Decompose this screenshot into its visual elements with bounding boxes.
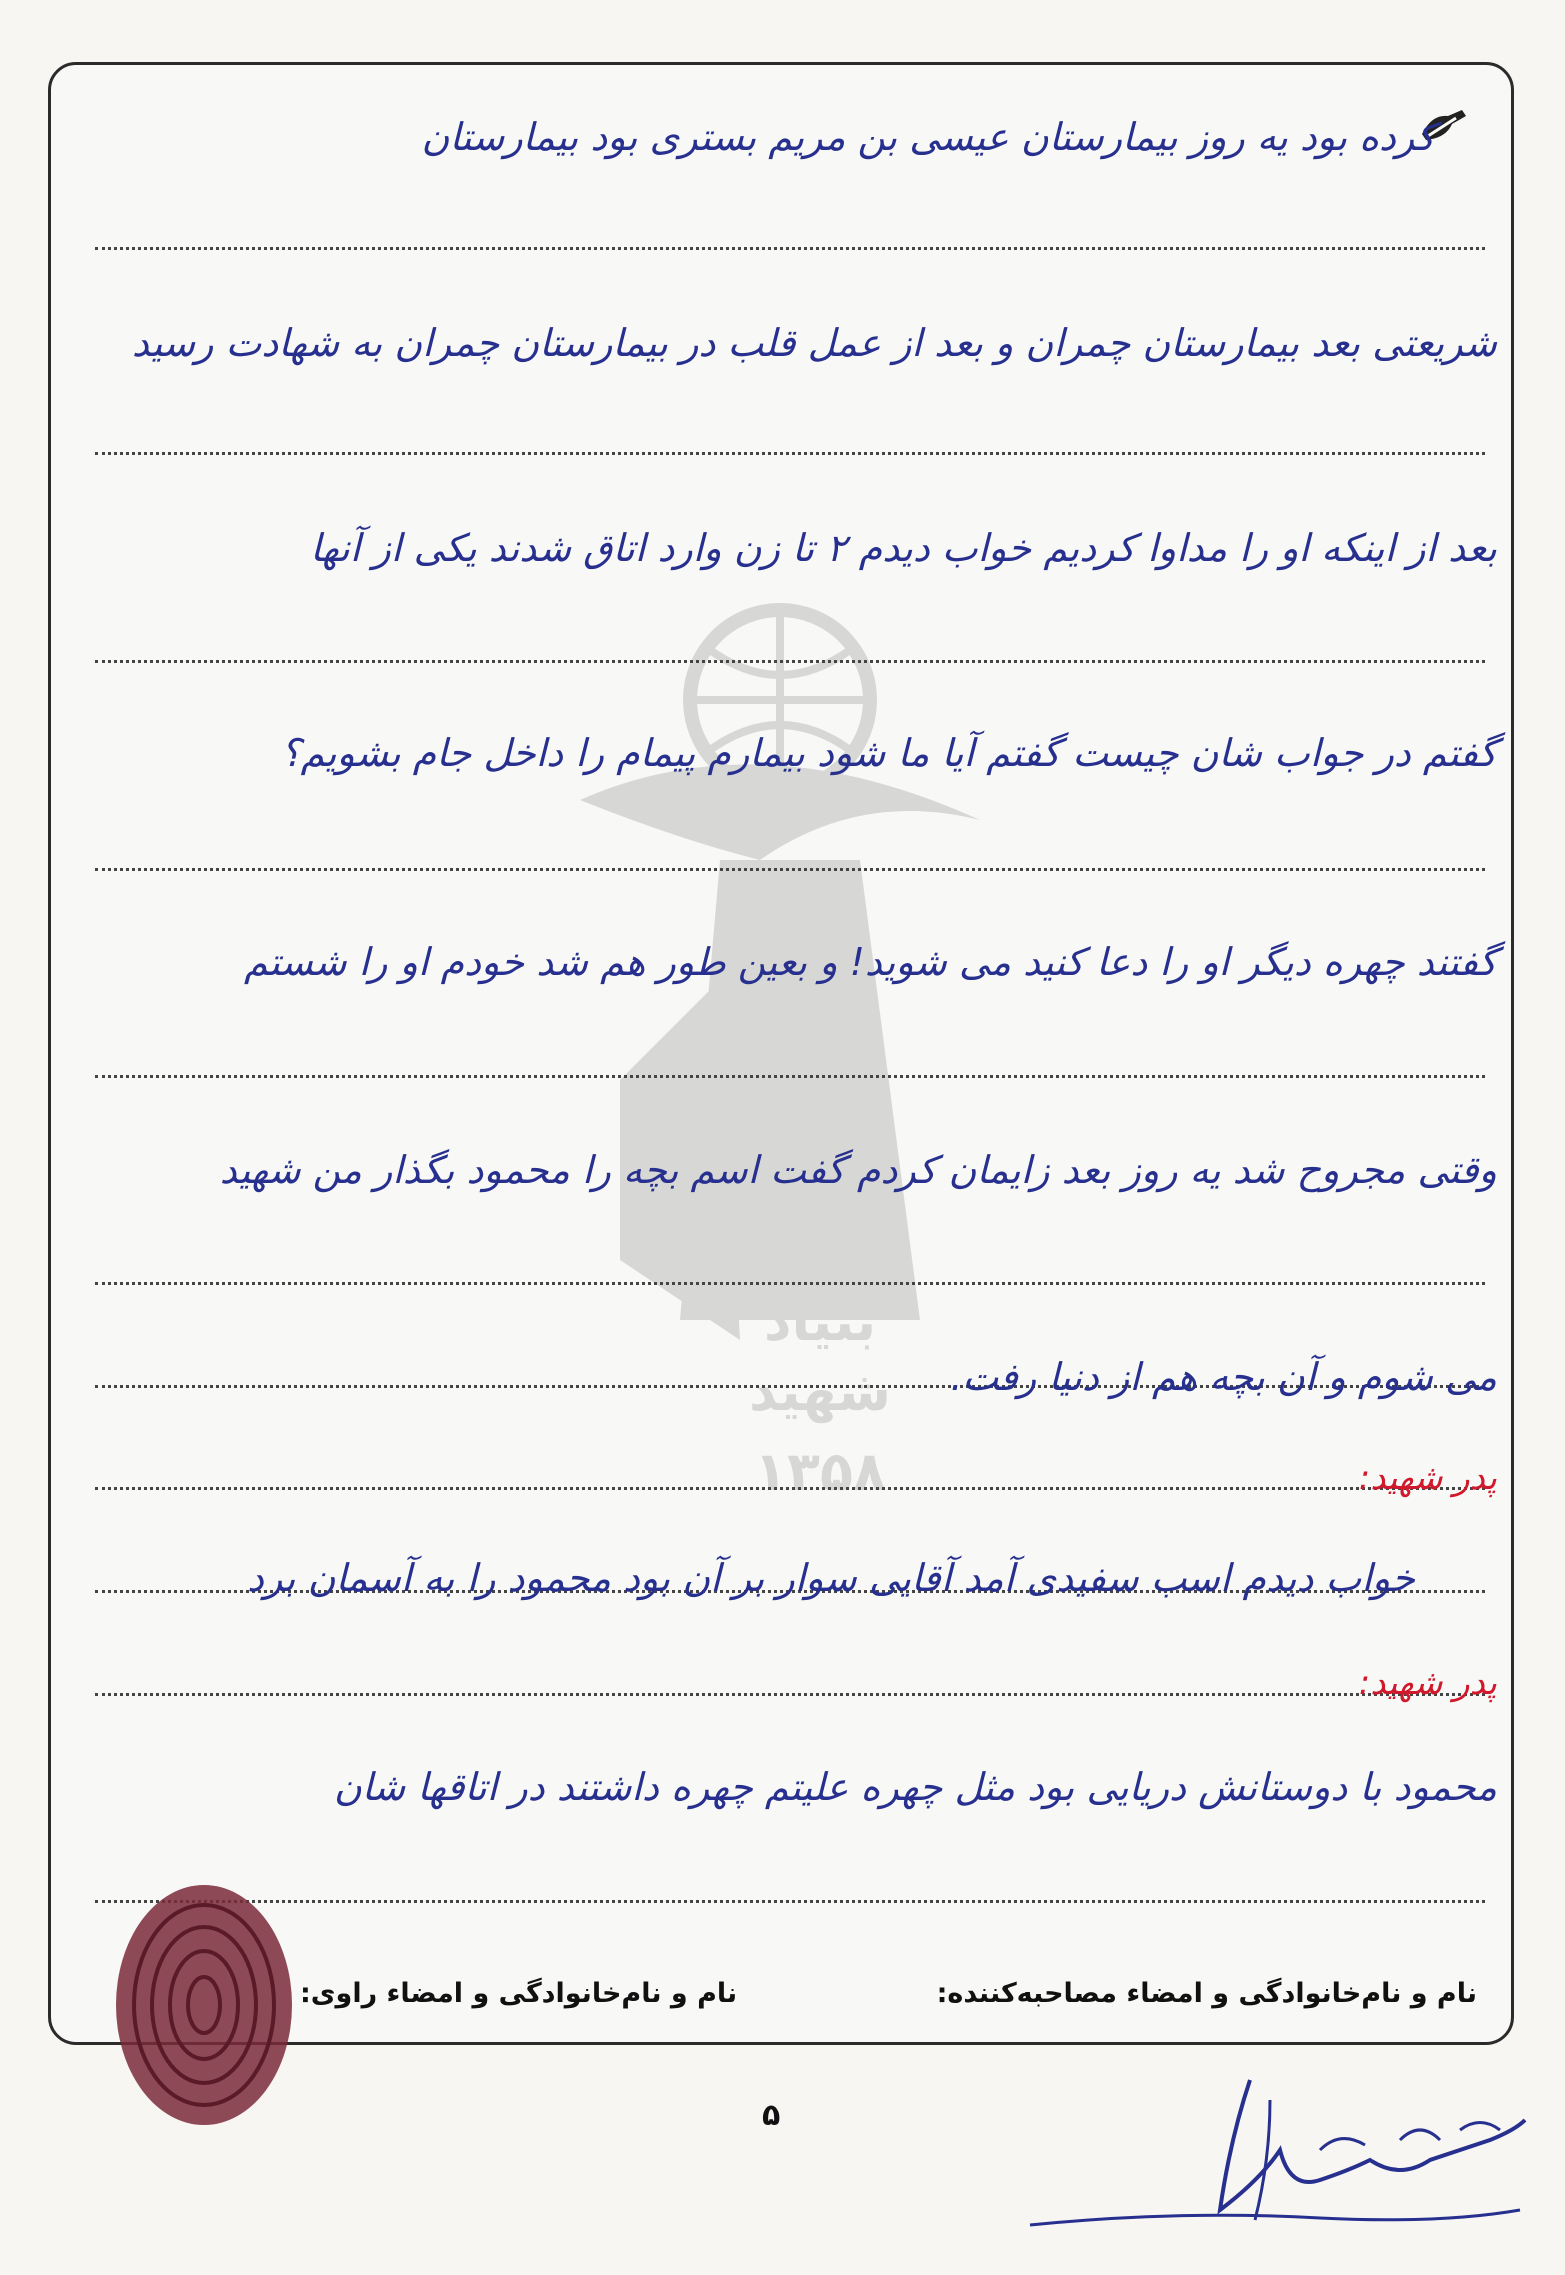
- watermark-title: بنیاد: [763, 1290, 877, 1353]
- dotted-line: [95, 868, 1485, 871]
- handwritten-line-7: می شوم و آن بچه هم از دنیا رفت.: [950, 1355, 1497, 1399]
- handwritten-line-5: گفتند چهره دیگر او را دعا کنید می شوید! و بعین طور هم شد خودم او را شستم: [244, 940, 1497, 984]
- page-number: ۵: [762, 2098, 781, 2133]
- handwritten-line-11: محمود با دوستانش دریایی بود مثل چهره علیتم چهره داشتند در اتاقها شان: [333, 1765, 1497, 1809]
- handwritten-line-2: شریعتی بعد بیمارستان چمران و بعد از عمل قلب در بیمارستان چمران به شهادت رسید: [131, 321, 1497, 365]
- dotted-line: [95, 660, 1485, 663]
- dotted-line: [95, 1282, 1485, 1285]
- fingerprint-stamp: [112, 1880, 297, 2130]
- handwritten-line-4: گفتم در جواب شان چیست گفتم آیا ما شود بیمارم پیمام را داخل جام بشویم؟: [280, 731, 1497, 775]
- watermark-year: ۱۳۵۸: [754, 1440, 886, 1503]
- handwritten-line-3: بعد از اینکه او را مداوا کردیم خواب دیدم ۲ تا زن وارد اتاق شدند یکی از آنها: [310, 526, 1497, 570]
- speaker-label-father: پدر شهید:: [1358, 1458, 1497, 1498]
- handwritten-line-1: کرده بود یه روز بیمارستان عیسی بن مریم بستری بود بیمارستان: [421, 115, 1435, 159]
- dotted-line: [95, 1075, 1485, 1078]
- dotted-line: [95, 1693, 1485, 1696]
- handwritten-line-9: خواب دیدم اسب سفیدی آمد آقایی سوار بر آن بود محمود را به آسمان برد: [247, 1556, 1415, 1600]
- dotted-line: [95, 452, 1485, 455]
- interviewer-signature-label: نام و نام‌خانوادگی و امضاء مصاحبه‌کننده:: [936, 1978, 1477, 2009]
- handwritten-signature: [1020, 2060, 1540, 2250]
- dotted-line: [95, 247, 1485, 250]
- narrator-signature-label: نام و نام‌خانوادگی و امضاء راوی:: [300, 1978, 738, 2009]
- handwritten-line-6: وقتی مجروح شد یه روز بعد زایمان کردم گفت اسم بچه را محمود بگذار من شهید: [219, 1148, 1497, 1192]
- speaker-label-father: پدر شهید:: [1358, 1663, 1497, 1703]
- watermark-subtitle: شهید: [749, 1360, 891, 1423]
- dotted-line: [95, 1900, 1485, 1903]
- dotted-line: [95, 1487, 1485, 1490]
